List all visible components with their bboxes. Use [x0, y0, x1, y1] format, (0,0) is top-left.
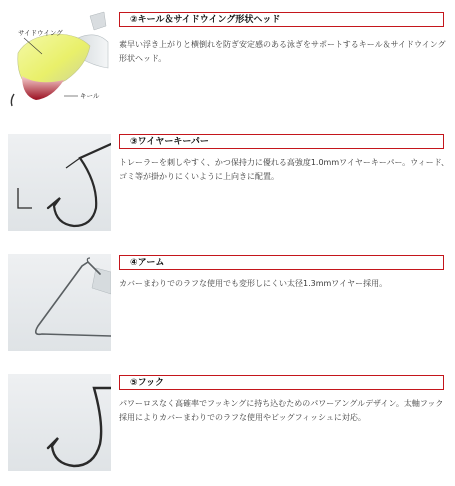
section-title: ③ワイヤーキーパー	[130, 137, 209, 147]
section-description: パワーロスなく高確率でフッキングに持ち込むためのパワーアングルデザイン。太軸フック採用によりカバーまわりでのラフな使用やビッグフィッシュに対応。	[119, 399, 444, 422]
keel-callout: キール	[80, 92, 100, 100]
section-description: カバーまわりでのラフな使用でも変形しにくい太径1.3mmワイヤー採用。	[119, 279, 388, 288]
section-description: トレーラーを刺しやすく、かつ保持力に優れる高強度1.0mmワイヤーキーパー。ウィード、ゴミ等が掛かりにくいように上向きに配置。	[119, 158, 449, 181]
section-description: 素早い浮き上がりと横倒れを防ぎ安定感のある泳ぎをサポートするキール＆サイドウイング形状ヘッド。	[119, 40, 446, 63]
arm-image	[8, 254, 111, 351]
section-title: ②キール＆サイドウイング形状ヘッド	[130, 15, 281, 25]
section-title: ④アーム	[130, 258, 165, 268]
section-header	[119, 12, 444, 27]
section-header	[119, 134, 444, 149]
section-title: ⑤フック	[130, 378, 164, 388]
hook-image	[8, 374, 111, 471]
side-wing-callout: サイドウイング	[18, 29, 63, 37]
wire-keeper-image	[8, 134, 111, 231]
section-header	[119, 255, 444, 270]
section-header	[119, 375, 444, 390]
